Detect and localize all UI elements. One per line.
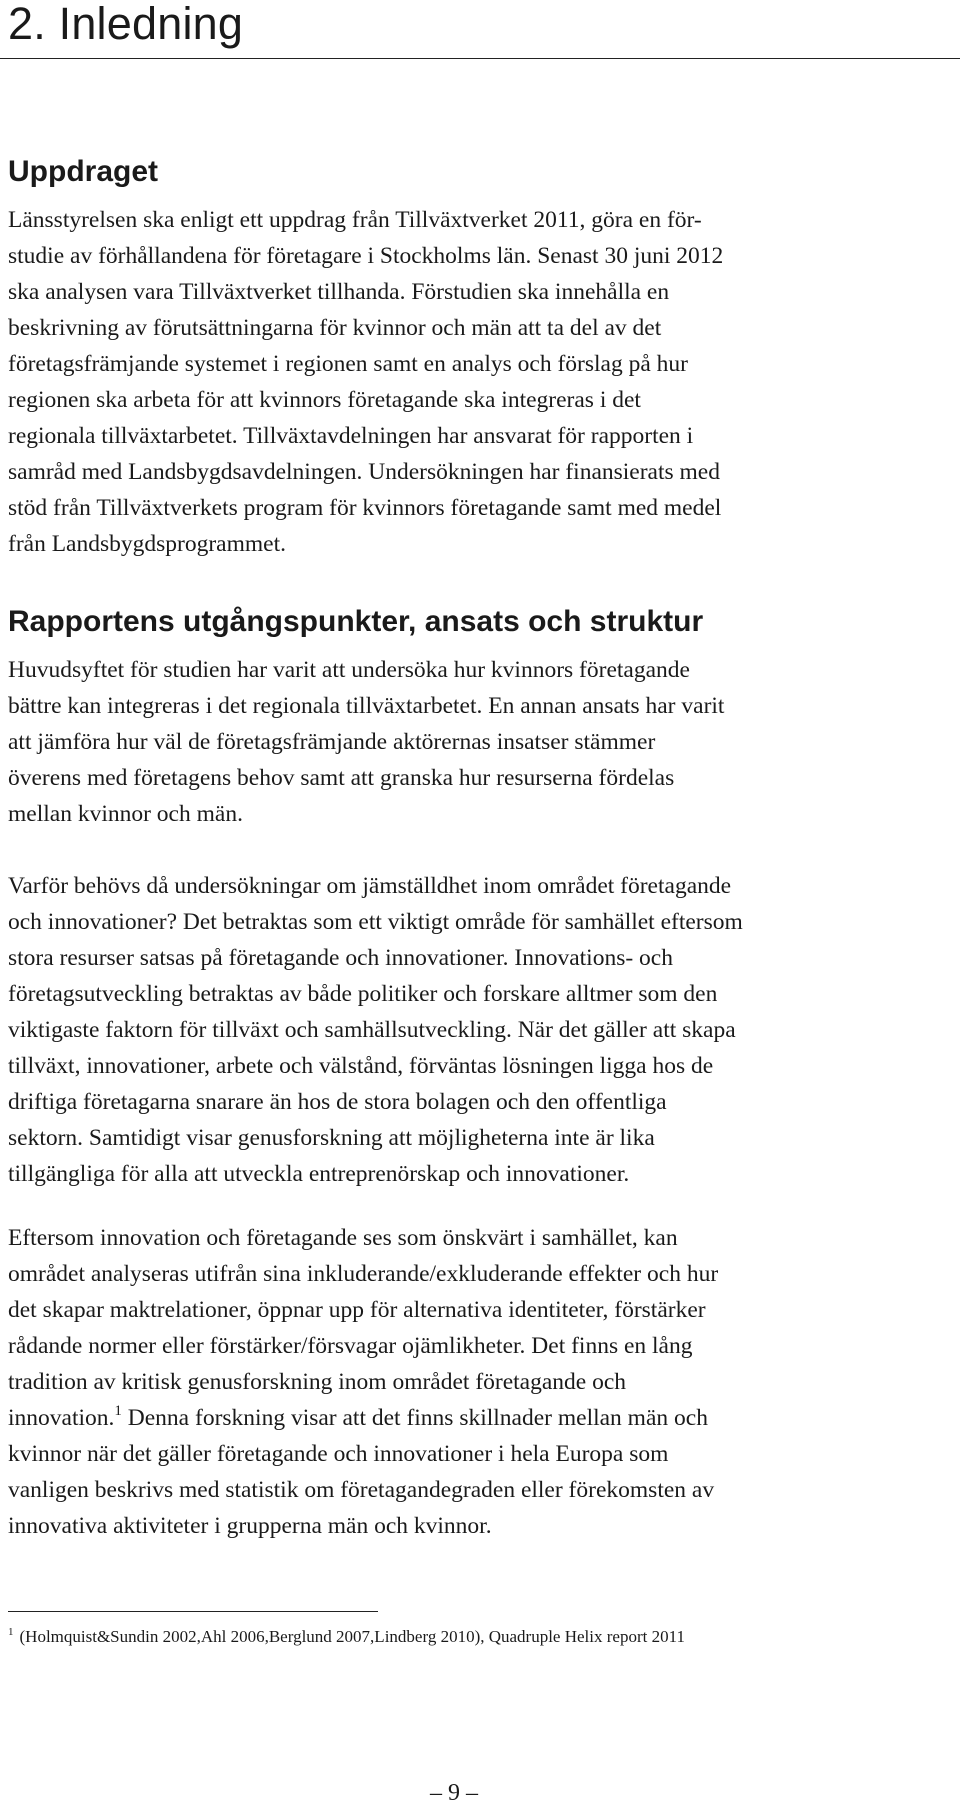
paragraph-eftersom-continuation: Denna forskning visar att det finns skillnader mellan män och kvinnor när det gäller företagande och innovationer i hela Europa som vanligen beskrivs med statistik om företagandegraden eller förekomsten av innovativa aktiviteter i grupperna män och kvinnor. [8,1405,715,1539]
paragraph-uppdraget: Länsstyrelsen ska enligt ett uppdrag från Tillväxtverket 2011, göra en för- studie av förhållandena för företagare i Stockholms län. Senast 30 juni 2012 ska analysen vara Tillväxtverket tillhanda. Förstudien ska innehålla en beskrivning av förutsättningarna för kvinnor och män att ta del av det företagsfrämjande systemet i regionen samt en analys och förslag på hur regionen ska arbeta för att kvinnors företagande ska integreras i det regionala tillväxtarbetet. Tillväxtavdelningen har ansvarat för rapporten i samråd med Landsbygdsavdelningen. Undersökningen har finansierats med stöd från Tillväxtverkets program för kvinnors företagande samt med medel från Landsbygdsprogrammet. [8,207,724,557]
footnote [8,1625,685,1649]
chapter-title: 2. Inledning [8,0,244,49]
footnote-text: (Holmquist&Sundin 2002,Ahl 2006,Berglund 2007,Lindberg 2010), Quadruple Helix report 2011 [19,1627,685,1646]
footnote-reference: 1 [114,1403,122,1419]
footnote-rule [8,1611,378,1612]
paragraph-varfor: Varför behövs då undersökningar om jämställdhet inom området företagande och innovationer? Det betraktas som ett viktigt område för samhället eftersom stora resurser satsas på företagande och innovationer. Innovations- och företagsutveckling betraktas av både politiker och forskare alltmer som den viktigaste faktorn för tillväxt och samhällsutveckling. När det gäller att skapa tillväxt, innovationer, arbete och välstånd, förväntas lösningen ligga hos de driftiga företagarna snarare än hos de stora bolagen och den offentliga sektorn. Samtidigt visar genusforskning att möjligheterna inte är lika tillgängliga för alla att utveckla entreprenörskap och innovationer. [8,873,743,1187]
paragraph-huvudsyftet: Huvudsyftet för studien har varit att undersöka hur kvinnors företagande bättre kan integreras i det regionala tillväxtarbetet. En annan ansats har varit att jämföra hur väl de företagsfrämjande aktörernas insatser stämmer överens med företagens behov samt att granska hur resurserna fördelas mellan kvinnor och män. [8,657,725,827]
section-heading-rapportens: Rapportens utgångspunkter, ansats och struktur [8,605,704,638]
footnote-marker: 1 [8,1626,14,1638]
section-heading-uppdraget: Uppdraget [8,155,158,188]
title-rule [0,58,960,59]
paragraph-eftersom [8,1220,960,1544]
page-number: – 9 – [430,1780,478,1806]
paragraph-eftersom-text: Eftersom innovation och företagande ses som önskvärt i samhället, kan området analyseras utifrån sina inkluderande/exkluderande effekter och hur det skapar maktrelationer, öppnar upp för alternativa identiteter, förstärker rådande normer eller förstärker/försvagar ojämlikheter. Det finns en lång tradition av kritisk genusforskning inom området företagande och innovation. [8,1225,719,1431]
